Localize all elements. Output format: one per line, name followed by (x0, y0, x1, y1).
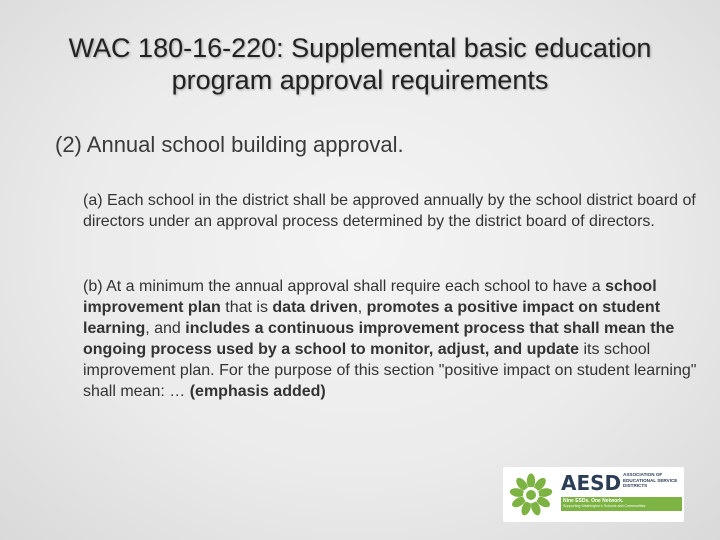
logo-tagline: Nine ESDs. One Network. (563, 498, 624, 504)
emphasis-added-note: (emphasis added) (189, 383, 326, 400)
emphasis-positive-impact: promotes a positive impact on student learning (83, 299, 661, 337)
paragraph-a (54, 190, 703, 232)
paragraph-b-text-3: , (357, 299, 367, 316)
paragraph-b (54, 276, 703, 402)
paragraph-a-text: (a) Each school in the district shall be approved annually by the school district board of directors under an approval process determined by the district board of directors. (83, 192, 696, 230)
slide-title: WAC 180-16-220: Supplemental basic education program approval requirements (68, 33, 652, 95)
paragraph-b-text-1: (b) At a minimum the annual approval shall require each school to have a (83, 278, 606, 295)
emphasis-continuous-improvement: includes a continuous improvement process that shall mean the ongoing process used by a school to monitor, adjust, and update (83, 320, 675, 358)
paragraph-b-text-5: its school improvement plan. For the purpose of this section "positive impact on student learning" shall mean: … (83, 341, 697, 400)
logo-motto: Supporting Washington's Schools and Communities (563, 504, 646, 508)
emphasis-school-improvement-plan: school improvement plan (83, 278, 657, 316)
aesd-logo (503, 467, 684, 522)
section-subheading: (2) Annual school building approval. (55, 132, 404, 157)
paragraph-b-text-4: , and (145, 320, 186, 337)
logo-full-name: ASSOCIATION OF EDUCATIONAL SERVICE DISTRICTS (623, 472, 678, 488)
emphasis-data-driven: data driven (272, 299, 358, 316)
logo-acronym: AESD (561, 471, 622, 495)
paragraph-b-text-2: that is (220, 299, 273, 316)
aesd-star-emblem-icon (503, 467, 559, 522)
